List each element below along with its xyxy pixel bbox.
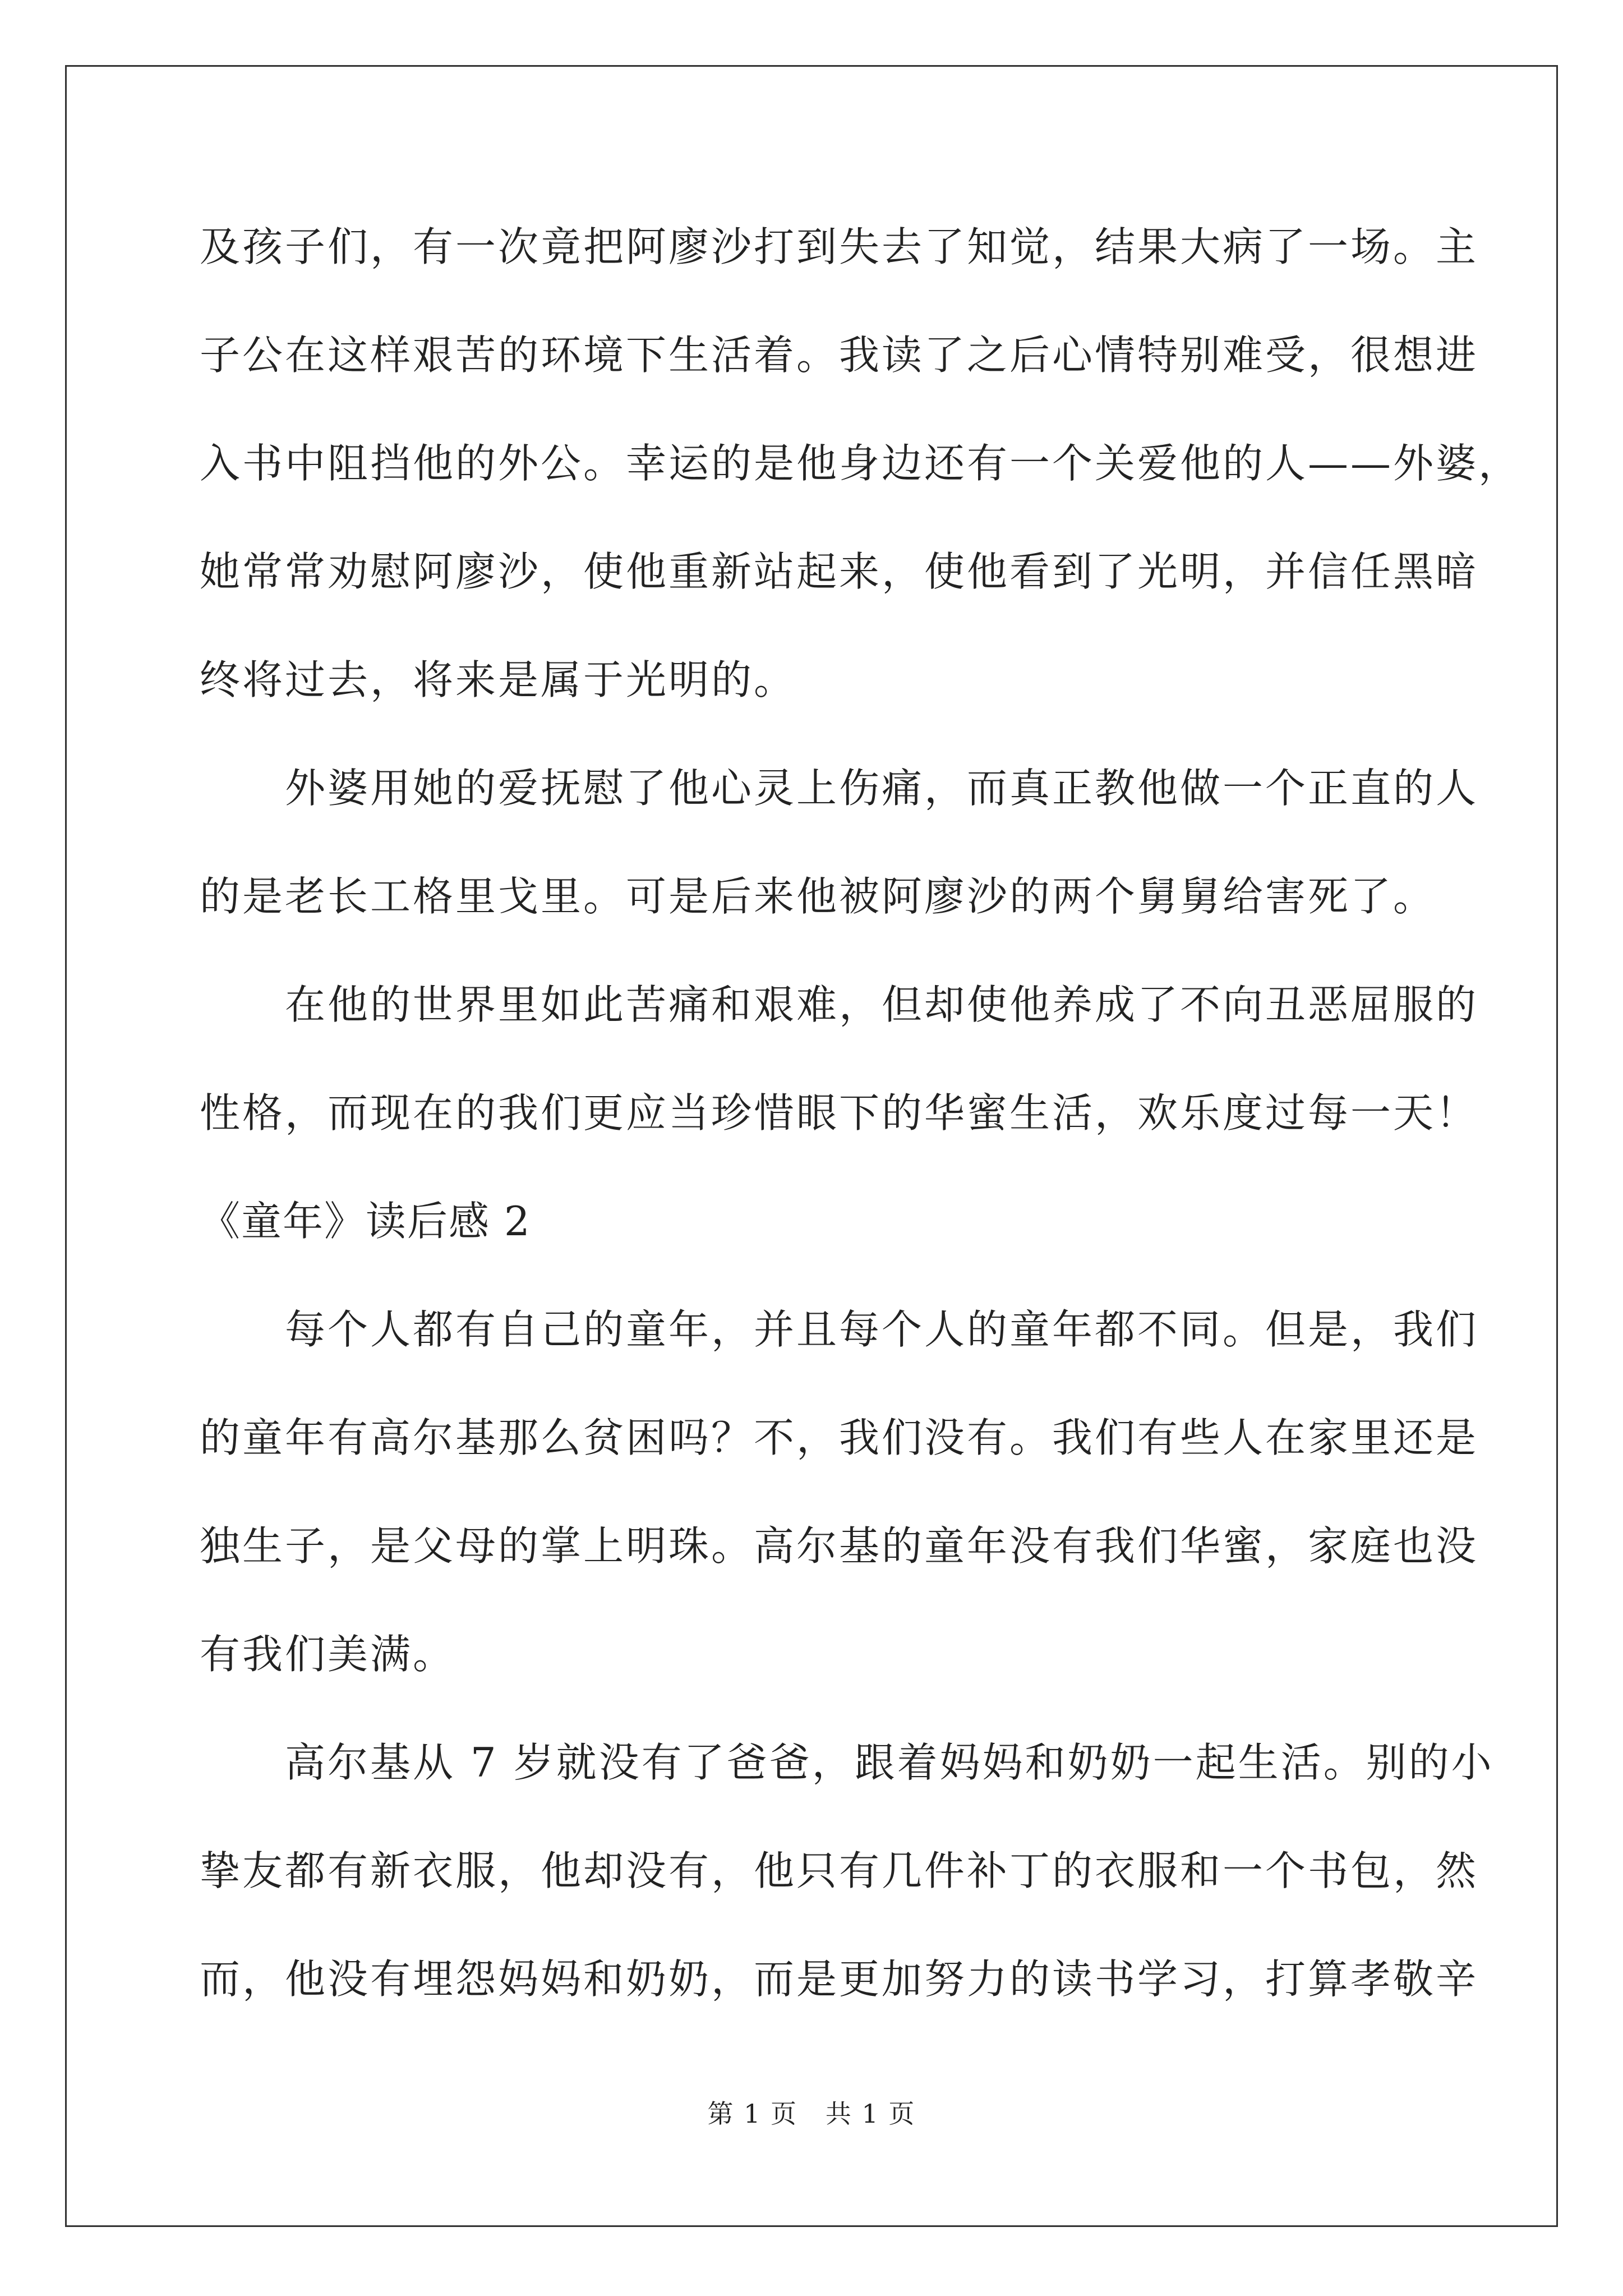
text-line: 外婆用她的爱抚慰了他心灵上伤痛，而真正教他做一个正直的人 <box>200 765 1479 812</box>
text-line: 在他的世界里如此苦痛和艰难，但却使他养成了不向丑恶屈服的 <box>200 981 1479 1028</box>
text-line: 而，他没有埋怨妈妈和奶奶，而是更加努力的读书学习，打算孝敬辛 <box>200 1955 1479 2003</box>
section-heading: 《童年》读后感 2 <box>200 1198 531 1245</box>
text-line: 终将过去，将来是属于光明的。 <box>200 656 797 703</box>
text-line: 高尔基从 7 岁就没有了爸爸，跟着妈妈和奶奶一起生活。别的小 <box>200 1739 1494 1786</box>
text-line: 她常常劝慰阿廖沙，使他重新站起来，使他看到了光明，并信任黑暗 <box>200 548 1479 595</box>
text-line: 入书中阻挡他的外公。幸运的是他身边还有一个关爱他的人——外婆， <box>200 440 1521 487</box>
page-footer: 第 1 页 共 1 页 <box>707 2099 916 2129</box>
text-line: 及孩子们，有一次竟把阿廖沙打到失去了知觉，结果大病了一场。主 <box>200 223 1479 270</box>
text-line: 的童年有高尔基那么贫困吗？不，我们没有。我们有些人在家里还是 <box>200 1414 1479 1461</box>
text-line: 的是老长工格里戈里。可是后来他被阿廖沙的两个舅舅给害死了。 <box>200 873 1436 920</box>
text-line: 有我们美满。 <box>200 1631 456 1678</box>
text-line: 子公在这样艰苦的环境下生活着。我读了之后心情特别难受，很想进 <box>200 332 1479 379</box>
text-line: 挚友都有新衣服，他却没有，他只有几件补丁的衣服和一个书包，然 <box>200 1847 1479 1894</box>
document-body <box>200 216 1521 2056</box>
text-line: 每个人都有自己的童年，并且每个人的童年都不同。但是，我们 <box>200 1306 1479 1353</box>
text-line: 性格，而现在的我们更应当珍惜眼下的华蜜生活，欢乐度过每一天！ <box>200 1089 1479 1137</box>
text-line: 独生子，是父母的掌上明珠。高尔基的童年没有我们华蜜，家庭也没 <box>200 1522 1479 1570</box>
